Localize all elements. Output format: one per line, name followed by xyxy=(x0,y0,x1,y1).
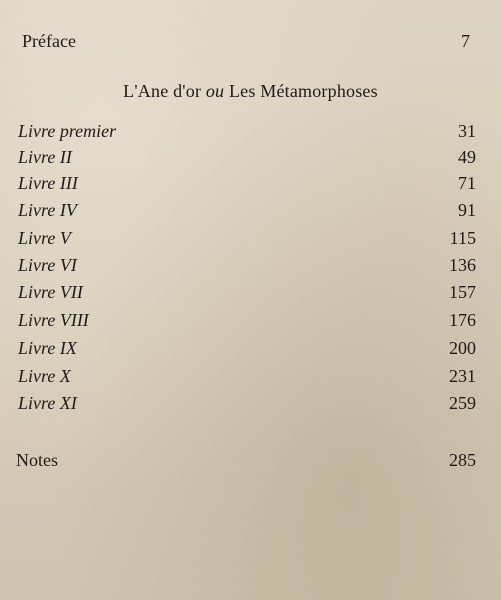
toc-page-number: 31 xyxy=(458,121,476,141)
toc-page-number: 176 xyxy=(449,310,476,330)
toc-entry-preface xyxy=(22,31,470,51)
toc-label: Livre X xyxy=(18,366,71,386)
toc-label: Livre II xyxy=(18,147,72,167)
toc-label: Notes xyxy=(16,450,58,470)
toc-page-number: 157 xyxy=(449,282,476,302)
toc-entry-notes xyxy=(16,450,476,470)
toc-entry-book xyxy=(18,393,476,413)
toc-page-number: 71 xyxy=(458,173,476,193)
toc-label: Livre V xyxy=(18,228,71,248)
toc-page-number: 7 xyxy=(461,31,470,51)
toc-entry-book xyxy=(18,338,476,358)
toc-page-number: 231 xyxy=(449,366,476,386)
toc-page-number: 136 xyxy=(449,255,476,275)
toc-page-number: 49 xyxy=(458,147,476,167)
toc-label: Livre III xyxy=(18,173,78,193)
toc-entry-book xyxy=(18,147,476,167)
toc-entry-book xyxy=(18,121,476,141)
toc-page-number: 91 xyxy=(458,200,476,220)
toc-page-number: 285 xyxy=(449,450,476,470)
toc-page-number: 259 xyxy=(449,393,476,413)
toc-entry-book xyxy=(18,282,476,302)
section-title-conjunction: ou xyxy=(205,81,225,101)
toc-label: Livre VI xyxy=(18,255,77,275)
section-title-main: L'Ane d'or xyxy=(123,81,202,101)
section-title-subtitle: Les Métamorphoses xyxy=(228,81,378,101)
toc-page-number: 200 xyxy=(449,338,476,358)
section-title xyxy=(0,80,501,102)
toc-label: Livre IX xyxy=(18,338,77,358)
toc-entry-book xyxy=(18,366,476,386)
toc-entry-book xyxy=(18,200,476,220)
toc-label: Préface xyxy=(22,31,76,51)
toc-entry-book xyxy=(18,255,476,275)
toc-page-number: 115 xyxy=(449,228,476,248)
toc-label: Livre IV xyxy=(18,200,77,220)
toc-label: Livre premier xyxy=(18,121,117,141)
toc-entry-book xyxy=(18,310,476,330)
toc-entry-book xyxy=(18,173,476,193)
toc-entry-book xyxy=(18,228,476,248)
toc-label: Livre VII xyxy=(18,282,83,302)
toc-label: Livre XI xyxy=(18,393,77,413)
toc-label: Livre VIII xyxy=(18,310,89,330)
